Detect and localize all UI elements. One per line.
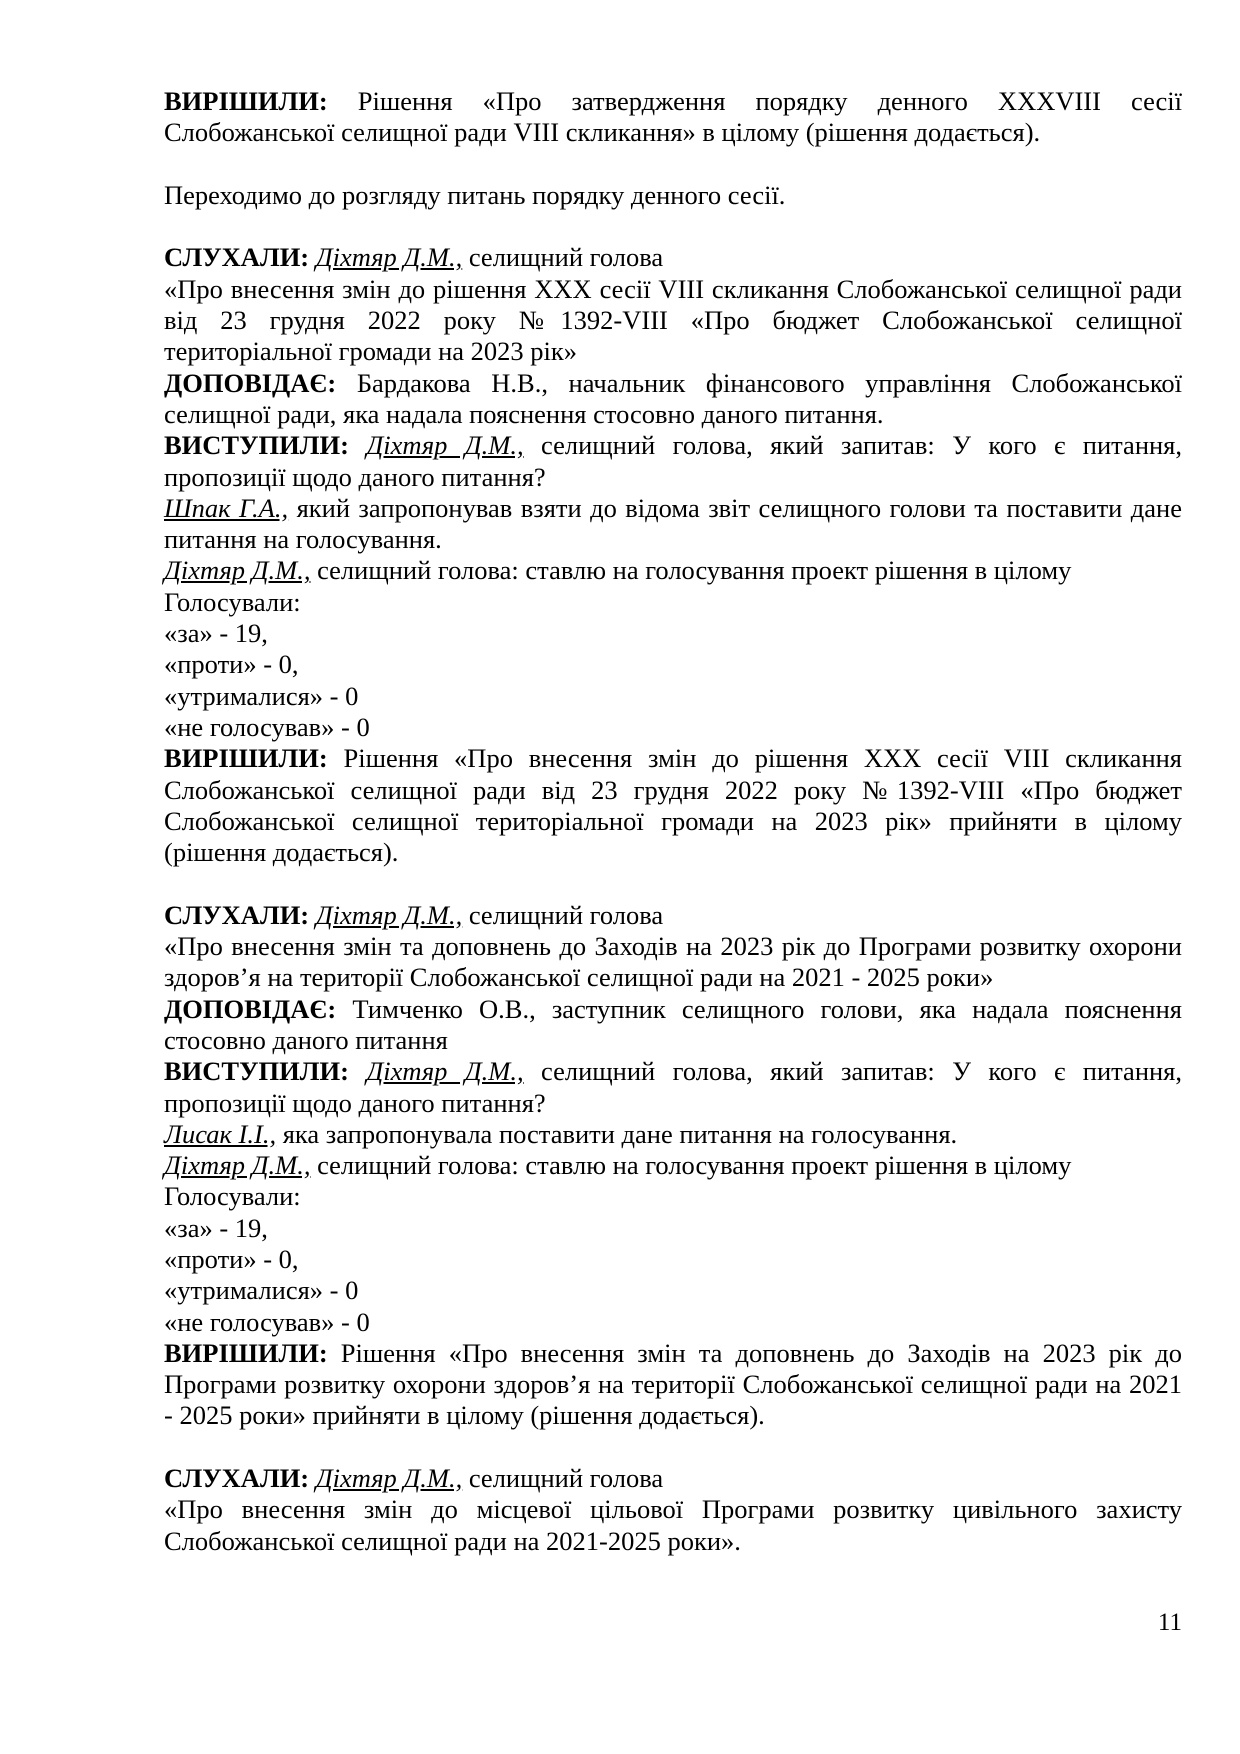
heard-line (164, 1463, 1182, 1494)
vote-for: «за» - 19, (164, 1212, 268, 1243)
vote-abstain: «утрималися» - 0 (164, 680, 359, 711)
intro-decision (164, 86, 1182, 149)
report-line (164, 368, 1182, 431)
decided-label: ВИРІШИЛИ: (164, 86, 328, 116)
report-label: ДОПОВІДАЄ: (164, 993, 337, 1024)
decided-text: Рішення «Про внесення змін до рішення XXX сесії VIII скликання Слобожанської селищної ради від 23 грудня 2022 року №1392-VIII «Про бюджет Слобожанської селищної територіальної громади на 2023 рік» прийняти в цілому (рішення додається). (164, 743, 1182, 868)
voted-label: Голосували: (164, 1181, 301, 1212)
speaker-name: Діхтяр Д.М., (366, 1056, 524, 1087)
spoke-label: ВИСТУПИЛИ: (164, 1056, 349, 1087)
speaker-role: селищний голова (462, 899, 664, 930)
heard-label: СЛУХАЛИ: (164, 1463, 310, 1494)
heard-line (164, 900, 1182, 931)
voted-label: Голосували: (164, 586, 301, 617)
spoke-line (164, 1056, 1182, 1119)
report-label: ДОПОВІДАЄ: (164, 367, 337, 398)
speaker-name: Діхтяр Д.М., (315, 1463, 463, 1494)
proposer-text: яка запропонувала поставити дане питання на голосування. (276, 1118, 958, 1149)
speaker-name: Діхтяр Д.М., (366, 430, 524, 461)
chair-line (164, 555, 1182, 586)
chair-line (164, 1150, 1182, 1181)
topic-text: «Про внесення змін до місцевої цільової Програми розвитку цивільного захисту Слобожанської селищної ради на 2021-2025 роки». (164, 1494, 1182, 1556)
decision-line (164, 1338, 1182, 1432)
vote-none: «не голосував» - 0 (164, 711, 370, 742)
vote-against: «проти» - 0, (164, 649, 299, 680)
vote-abstain: «утрималися» - 0 (164, 1275, 359, 1306)
agenda-item-1 (164, 242, 1182, 868)
agenda-item-2 (164, 900, 1182, 1432)
spoke-label: ВИСТУПИЛИ: (164, 430, 349, 461)
report-line (164, 994, 1182, 1057)
agenda-item-3 (164, 1463, 1182, 1557)
transition-text: Переходимо до розгляду питань порядку денного сесії. (164, 179, 786, 210)
speaker-role: селищний голова (462, 1463, 664, 1494)
heard-label: СЛУХАЛИ: (164, 242, 310, 273)
chair-name: Діхтяр Д.М., (164, 1150, 311, 1181)
heard-label: СЛУХАЛИ: (164, 899, 310, 930)
report-text: Тимченко О.В., заступник селищного голови, яка надала пояснення стосовно даного питання (164, 993, 1182, 1055)
proposer-text: який запропонував взяти до відома звіт селищного голови та поставити дане питання на голосування. (164, 492, 1182, 555)
chair-name: Діхтяр Д.М., (164, 555, 311, 586)
spoke-text: селищний голова, який запитав: У кого є питання, пропозиції щодо даного питання? (164, 430, 1182, 492)
proposer-line (164, 493, 1182, 556)
decided-text: Рішення «Про внесення змін та доповнень до Заходів на 2023 рік до Програми розвитку охорони здоров’я на території Слобожанської селищної ради на 2021 - 2025 роки» прийняти в цілому (рішення додається). (164, 1337, 1182, 1431)
speaker-role: селищний голова (462, 242, 664, 273)
topic-text: «Про внесення змін та доповнень до Заходів на 2023 рік до Програми розвитку охорони здоров’я на території Слобожанської селищної ради на 2021 - 2025 роки» (164, 931, 1182, 993)
speaker-name: Діхтяр Д.М., (315, 899, 463, 930)
page-number: 11 (1157, 1609, 1182, 1636)
proposer-line (164, 1119, 1182, 1150)
vote-none: «не голосував» - 0 (164, 1306, 370, 1337)
spoke-line (164, 430, 1182, 493)
decided-text: Рішення «Про затвердження порядку денного XXXVIII сесії Слобожанської селищної ради VIII скликання» в цілому (рішення додається). (164, 86, 1182, 148)
document-page (164, 86, 1182, 1557)
topic-text: «Про внесення змін до рішення XXX сесії VIII скликання Слобожанської селищної ради від 23 грудня 2022 року №1392-VIII «Про бюджет Слобожанської селищної територіальної громади на 2023 рік» (164, 273, 1182, 367)
vote-against: «проти» - 0, (164, 1243, 299, 1274)
proposer-name: Лисак І.І., (164, 1118, 277, 1149)
heard-line (164, 242, 1182, 273)
decided-label: ВИРІШИЛИ: (164, 743, 328, 774)
vote-for: «за» - 19, (164, 618, 268, 649)
chair-text: селищний голова: ставлю на голосування проект рішення в цілому (310, 1150, 1072, 1181)
report-text: Бардакова Н.В., начальник фінансового управління Слобожанської селищної ради, яка надала пояснення стосовно даного питання. (164, 367, 1182, 429)
proposer-name: Шпак Г.А., (164, 492, 289, 523)
spoke-text: селищний голова, який запитав: У кого є питання, пропозиції щодо даного питання? (164, 1056, 1182, 1118)
speaker-name: Діхтяр Д.М., (315, 242, 463, 273)
chair-text: селищний голова: ставлю на голосування проект рішення в цілому (310, 555, 1072, 586)
decision-line (164, 743, 1182, 868)
decided-label: ВИРІШИЛИ: (164, 1337, 328, 1368)
